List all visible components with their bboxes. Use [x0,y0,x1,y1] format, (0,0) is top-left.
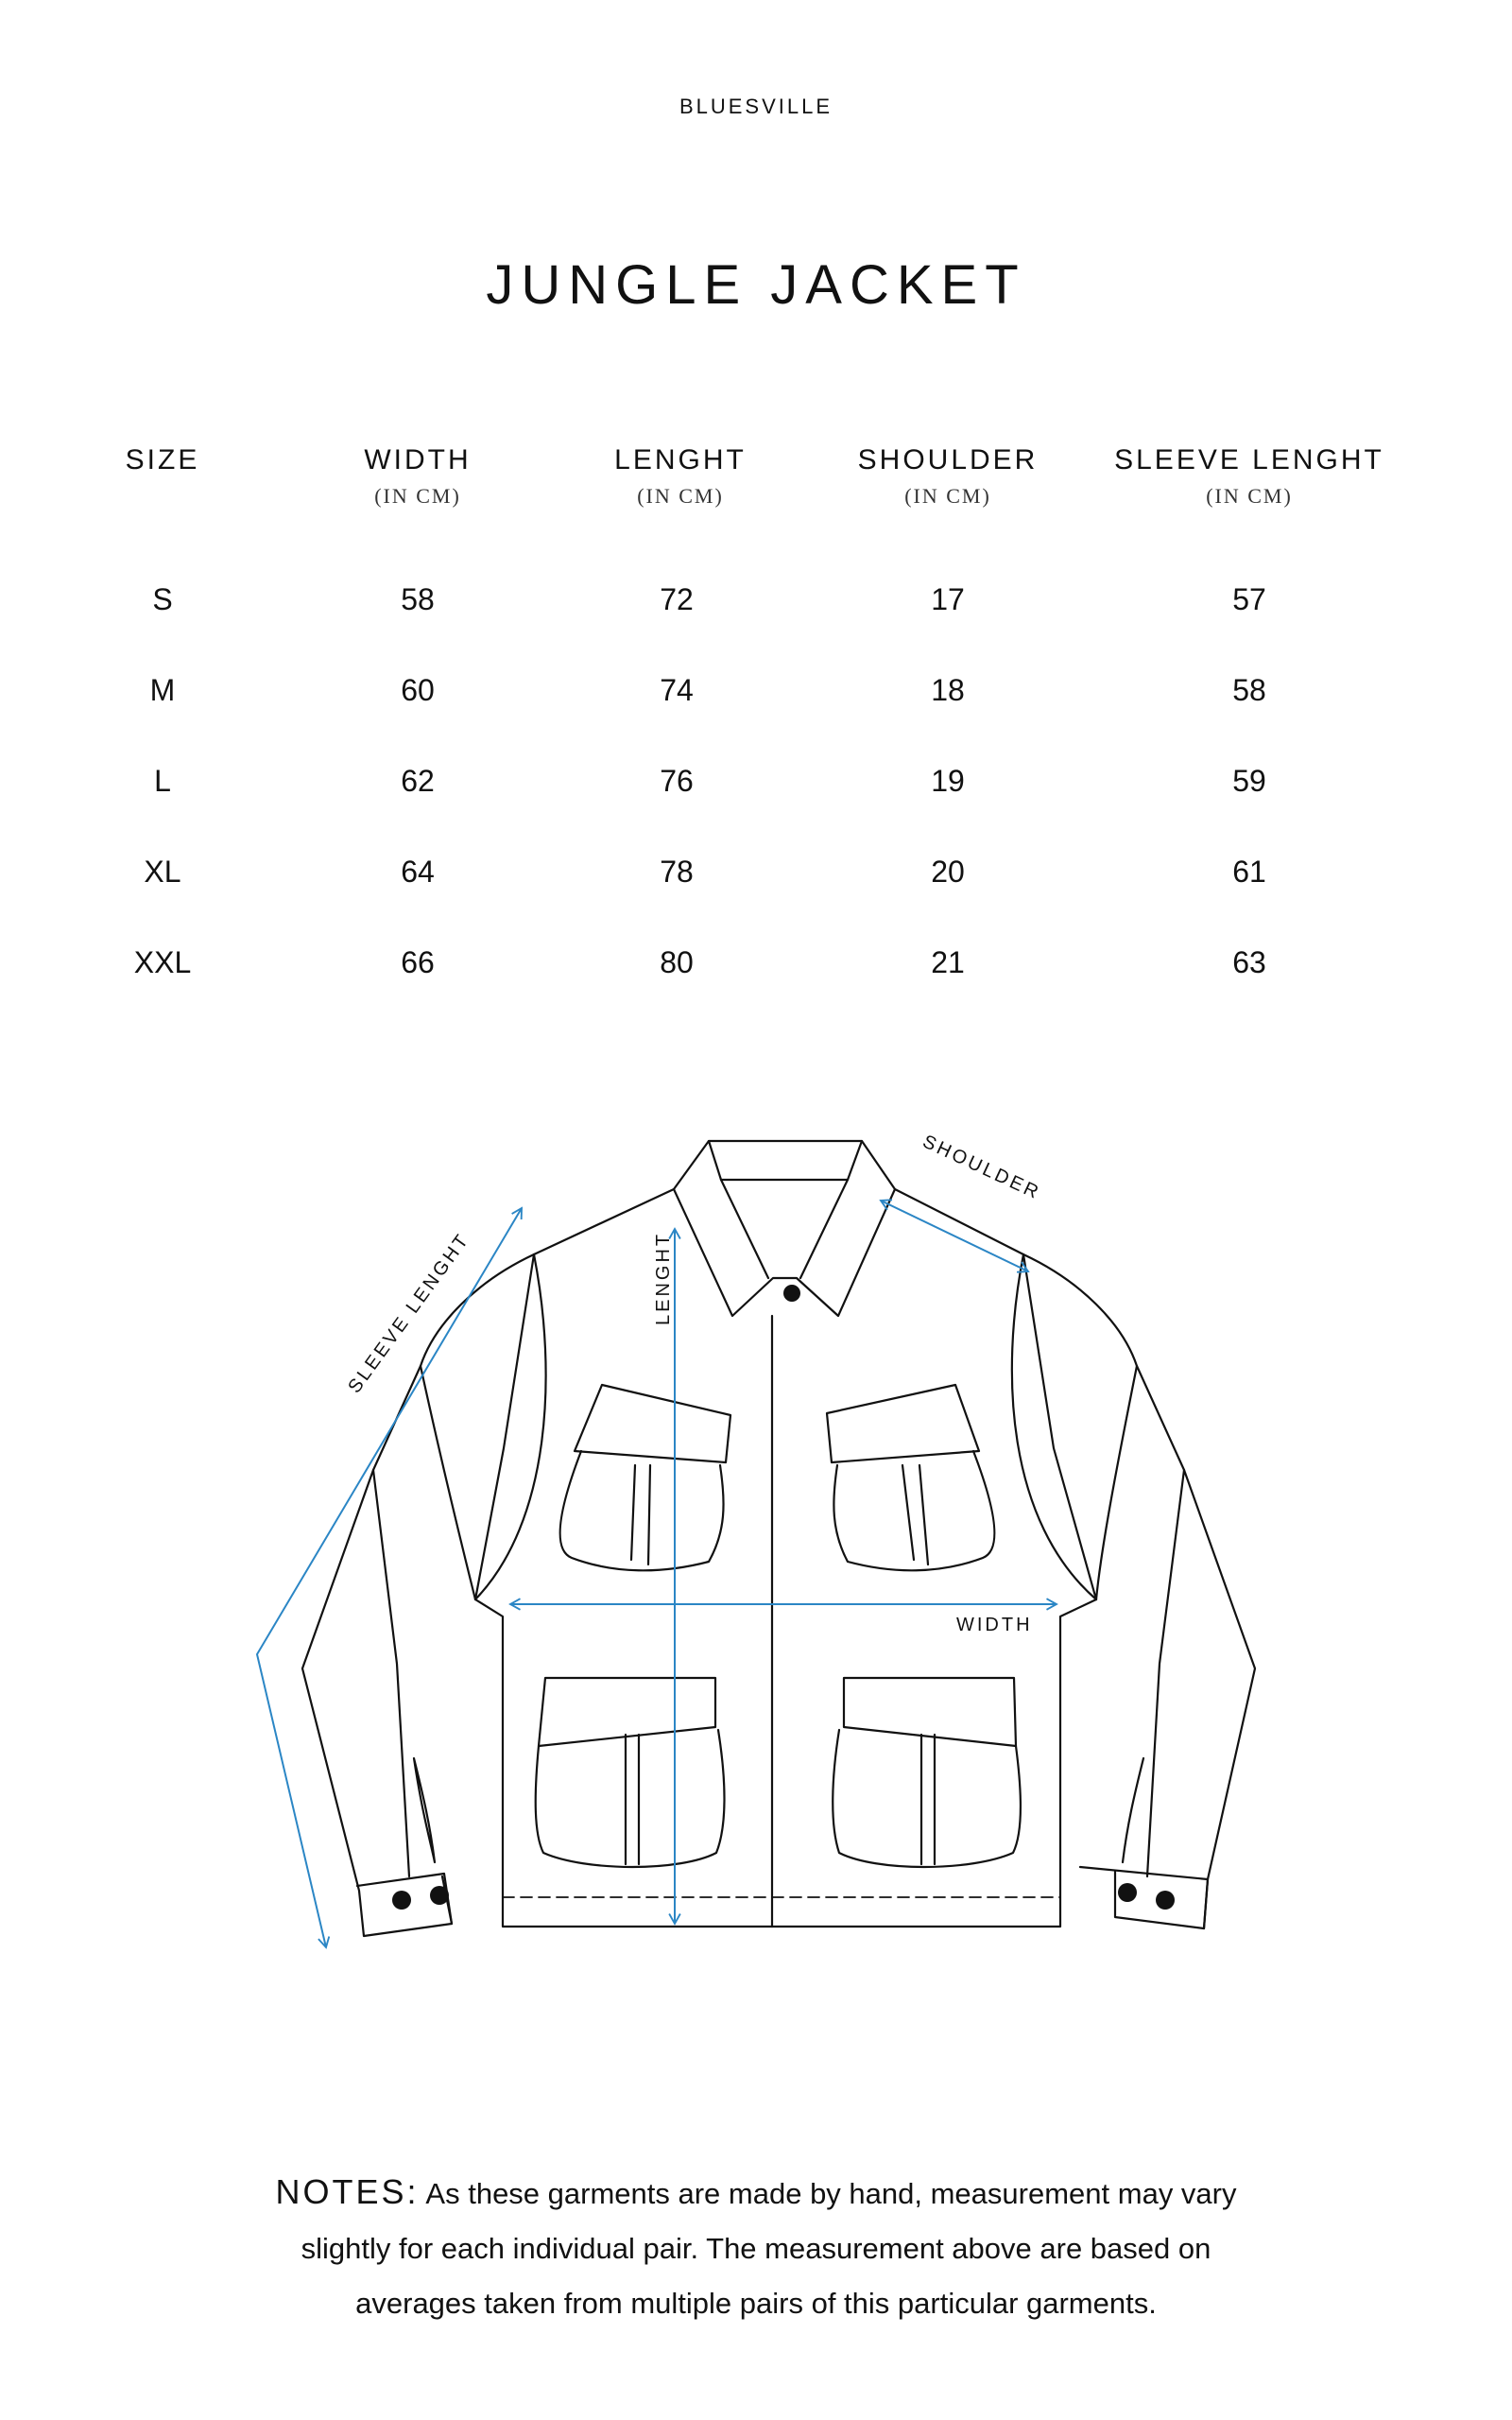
button-icon [1156,1891,1175,1910]
sleeve-length-label: SLEEVE LENGHT [344,1229,474,1397]
column-header-label: SLEEVE LENGHT [1114,444,1384,475]
column-header-label: SHOULDER [857,444,1039,475]
table-row [0,673,1512,730]
shoulder-label: SHOULDER [919,1131,1044,1204]
table-cell: 66 [401,945,435,979]
table-row [0,855,1512,911]
notes-text: As these garments are made by hand, measurement may vary [425,2177,1237,2210]
notes-line: averages taken from multiple pairs of this particular garments. [355,2287,1157,2320]
table-cell: 59 [1232,764,1266,798]
column-header-unit: (IN CM) [904,484,991,508]
table-cell: 21 [931,945,965,979]
column-header-label: WIDTH [364,444,472,475]
table-cell: 58 [1232,673,1266,707]
table-cell: 64 [401,855,435,889]
table-cell: 61 [1232,855,1266,889]
button-icon [392,1891,411,1910]
table-cell: 74 [660,673,694,707]
table-cell: M [149,673,176,707]
shoulder-arrow [881,1201,1028,1271]
table-row [0,945,1512,1002]
table-cell: 57 [1232,582,1266,616]
notes-label: NOTES: [275,2172,420,2211]
table-cell: 63 [1232,945,1266,979]
column-header-label: LENGHT [614,444,747,475]
table-cell: 58 [401,582,435,616]
page-title: JUNGLE JACKET [486,254,1026,316]
table-cell: 18 [931,673,965,707]
button-icon [430,1886,449,1905]
jacket-diagram [0,1087,1512,1985]
table-cell: XL [144,855,181,889]
table-cell: 20 [931,855,965,889]
column-header-sleeve-length [1079,444,1419,509]
button-icon [1118,1883,1137,1902]
table-cell: 76 [660,764,694,798]
column-header-unit: (IN CM) [374,484,461,508]
table-cell: 60 [401,673,435,707]
brand-logo: BLUESVILLE [679,95,833,118]
notes-line: slightly for each individual pair. The measurement above are based on [301,2232,1211,2265]
button-icons [392,1285,1175,1910]
table-cell: 80 [660,945,694,979]
column-header-shoulder [778,444,1118,509]
notes-section [189,2165,1323,2331]
table-row [0,582,1512,639]
table-cell: S [152,582,173,616]
column-header-label: SIZE [125,444,200,475]
length-label: LENGHT [653,1231,674,1325]
table-cell: XXL [133,945,192,979]
table-cell: 78 [660,855,694,889]
table-cell: 62 [401,764,435,798]
table-cell: L [154,764,171,798]
width-label: WIDTH [956,1615,1033,1635]
button-icon [783,1285,800,1302]
table-cell: 19 [931,764,965,798]
table-row [0,764,1512,821]
notes-line [189,2165,1323,2221]
table-cell: 17 [931,582,965,616]
column-header-unit: (IN CM) [637,484,724,508]
table-cell: 72 [660,582,694,616]
column-header-unit: (IN CM) [1206,484,1293,508]
sleeve-length-arrow [257,1208,522,1947]
